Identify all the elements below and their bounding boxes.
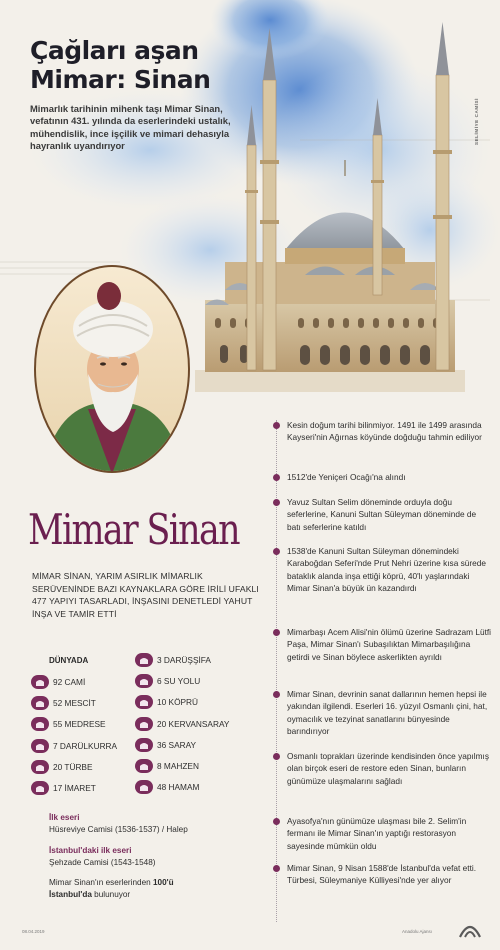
stat-item — [31, 739, 117, 753]
subject-name: Mimar Sinan — [28, 505, 239, 554]
darussifa-icon — [135, 653, 153, 667]
agency-name: Anadolu Ajansı — [402, 929, 433, 934]
timeline-dot — [273, 422, 280, 429]
note-city: İstanbul'da — [49, 890, 92, 899]
timeline-line — [276, 420, 277, 922]
timeline-text: 1538'de Kanuni Sultan Süleyman dönemindeki Karaboğdan Seferi'nde Prut Nehri üzerine kısa sürede bataklık alanda inşa ettiği köprü, 40'lı yaşlarındaki Mimar Sinan'a büyük ün kazandırdı — [287, 546, 486, 594]
mosque-caption: SELİMİYE CAMİSİ — [474, 98, 479, 146]
bridge-icon — [135, 695, 153, 709]
stat-label: 48 HAMAM — [157, 782, 200, 793]
stats-heading: DÜNYADA — [49, 656, 89, 665]
cellar-icon — [135, 759, 153, 773]
stat-item — [135, 759, 199, 773]
timeline-dot — [273, 474, 280, 481]
aa-logo-icon — [458, 921, 482, 939]
stat-item — [31, 696, 96, 710]
stat-item — [31, 760, 93, 774]
stat-label: 55 MEDRESE — [53, 719, 106, 730]
timeline-dot — [273, 548, 280, 555]
mescit-icon — [31, 696, 49, 710]
istanbul-first-work-text: Şehzade Camisi (1543-1548) — [49, 858, 156, 867]
timeline-dot — [273, 818, 280, 825]
title-line-2: Mimar: Sinan — [30, 65, 211, 94]
timeline-text: Mimar Sinan, devrinin sanat dallarının hemen hepsi ile yakından ilgilendi. Eserleri 16. yüzyıl Osmanlı çini, hat, oymacılık ve tezyinat sanatlarını bünyesinde barındırıyor — [287, 689, 488, 737]
stat-item — [135, 717, 229, 731]
title-line-1: Çağları aşan — [30, 36, 199, 65]
publish-date: 08.04.2019 — [22, 929, 45, 934]
stat-item — [31, 675, 85, 689]
stat-label: 20 KERVANSARAY — [157, 718, 230, 729]
page-subtitle: Mimarlık tarihinin mihenk taşı Mimar Sinan, vefatının 431. yılında da eserlerindeki ustalık, mühendislik, ince işçilik ve mimari dehasıyla hayranlık uyandırıyor — [30, 103, 231, 152]
turbe-icon — [31, 760, 49, 774]
caravanserai-icon — [135, 717, 153, 731]
stat-item — [31, 717, 106, 731]
stat-item — [135, 674, 200, 688]
note-count: 100'ü — [152, 878, 174, 887]
stat-item — [135, 738, 196, 752]
note-pre: Mimar Sinan'ın eserlerinden — [49, 878, 153, 887]
stat-label: 17 İMARET — [53, 783, 96, 793]
istanbul-first-work-heading: İstanbul'daki ilk eseri — [49, 846, 132, 855]
medrese-icon — [31, 717, 49, 731]
timeline-text: Mimarbaşı Acem Alisi'nin ölümü üzerine Sadrazam Lütfi Paşa, Mimar Sinan'ı Subaşılıktan Mimarbaşılığına getirdi ve Sinan böylece askerlikten ayrıldı — [287, 627, 492, 662]
subject-description: MİMAR SİNAN, YARIM ASIRLIK MİMARLIK SERÜVENİNDE BAZI KAYNAKLARA GÖRE İRİLİ UFAKLI 477 YAPIYI TASARLADI, İNŞASINI DENETLEDİ YAHUT İNŞA VE TAMİR ETTİ — [32, 571, 259, 619]
stat-item — [135, 653, 211, 667]
note-post: bulunuyor — [91, 890, 131, 899]
timeline-text: Mimar Sinan, 9 Nisan 1588'de İstanbul'da vefat etti. Türbesi, Süleymaniye Külliyesi'nde yer alıyor — [287, 863, 477, 886]
first-work-heading: İlk eseri — [49, 813, 80, 822]
timeline-text: 1512'de Yeniçeri Ocağı'na alındı — [287, 472, 406, 482]
timeline-dot — [273, 753, 280, 760]
stat-label: 10 KÖPRÜ — [157, 697, 199, 708]
imaret-icon — [31, 781, 49, 795]
page-title — [30, 36, 250, 94]
stat-item — [135, 695, 198, 709]
istanbul-works-note — [49, 877, 229, 901]
timeline-text: Ayasofya'nın günümüze ulaşması bile 2. Selim'in fermanı ile Mimar Sinan'ın yaptığı restorasyon sayesinde mümkün oldu — [287, 816, 467, 851]
timeline-dot — [273, 865, 280, 872]
stat-label: 36 SARAY — [157, 739, 197, 750]
bath-icon — [135, 780, 153, 794]
timeline-dot — [273, 499, 280, 506]
timeline-text: Kesin doğum tarihi bilinmiyor. 1491 ile 1499 arasında Kayseri'nin Ağırnas köyünde doğduğu tahmin ediliyor — [287, 420, 482, 443]
water-way-icon — [135, 674, 153, 688]
timeline-dot — [273, 691, 280, 698]
stat-item — [135, 780, 199, 794]
palace-icon — [135, 738, 153, 752]
stat-label: 20 TÜRBE — [53, 761, 93, 772]
stat-label: 3 DARÜŞŞİFA — [157, 655, 211, 665]
stat-item — [31, 781, 96, 795]
timeline-dot — [273, 629, 280, 636]
mosque-icon — [31, 675, 49, 689]
darulkurra-icon — [31, 739, 49, 753]
timeline-text: Osmanlı toprakları üzerinde kendisinden önce yapılmış olan birçok eseri de restore eden Sinan, bunların günümüze ulaşmalarını sağladı — [287, 751, 489, 786]
timeline-text: Yavuz Sultan Selim döneminde orduyla doğu seferlerine, Kanuni Sultan Süleyman döneminde de batı seferlerine katıldı — [287, 497, 477, 532]
mimar-sinan-portrait — [33, 264, 191, 474]
stat-label: 7 DARÜLKURRA — [53, 740, 118, 751]
stat-label: 8 MAHZEN — [157, 761, 199, 771]
first-work-text: Hüsreviye Camisi (1536-1537) / Halep — [49, 825, 188, 834]
stat-label: 52 MESCİT — [53, 698, 96, 709]
stat-label: 92 CAMİ — [53, 677, 86, 687]
stat-label: 6 SU YOLU — [157, 676, 201, 687]
